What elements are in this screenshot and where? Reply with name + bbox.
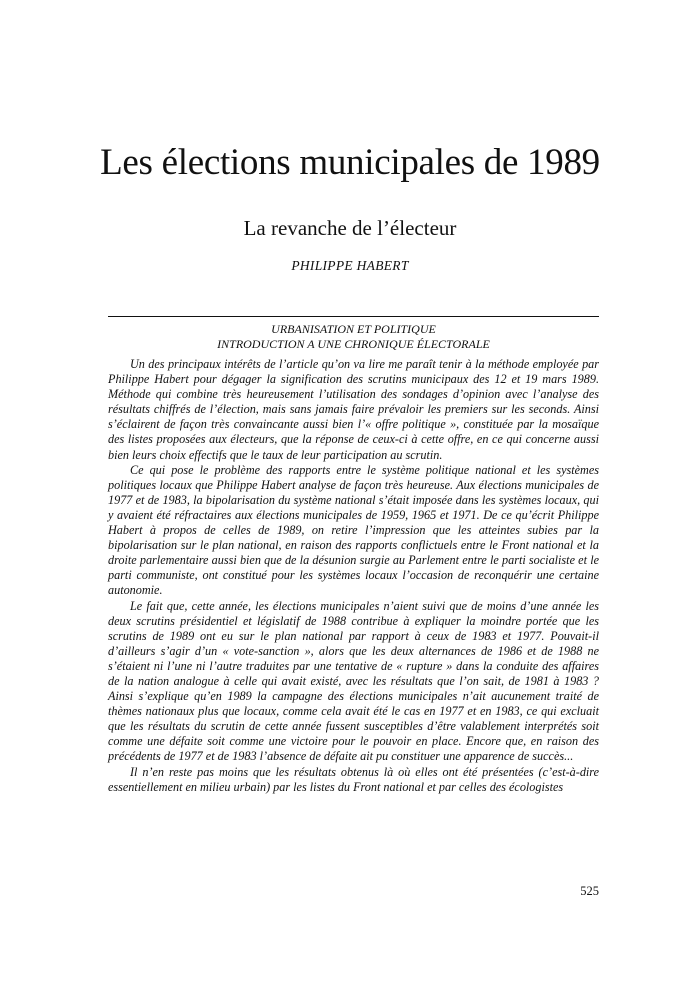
section-divider: [108, 316, 599, 317]
article-body: [108, 357, 599, 795]
body-paragraph-4: Il n’en reste pas moins que les résultats obtenus là où elles ont été présentées (c’est-à-dire essentiellement en milieu urbain) par les listes du Front national et par celles des écologistes: [108, 764, 599, 794]
body-paragraph-1: Un des principaux intérêts de l’article qu’on va lire me paraît tenir à la méthode employée par Philippe Habert pour dégager la signification des scrutins municipaux des 12 et 19 mars 1989. Méthode qui combine très heureusement l’utilisation des sondages d’opinion avec l’analyse des résultats chiffrés de l’élection, mais sans jamais faire prévaloir les premiers sur les seconds. Ainsi s’éclairent de façon très convaincante aussi bien l’« offre politique », constituée par la mosaïque des listes proposées aux électeurs, que la réponse de ceux-ci à cette offre, en ce qui concerne aussi bien leurs choix effectifs que le taux de leur participation au scrutin.: [108, 357, 599, 462]
page-number: 525: [580, 884, 599, 898]
body-paragraph-2: Ce qui pose le problème des rapports entre le système politique national et les systèmes politiques locaux que Philippe Habert analyse de façon très heureuse. Aux élections municipales de 1977 et de 1983, la bipolarisation du système national s’était imposée dans les systèmes locaux, qui y avaient été réfractaires aux élections municipales de 1959, 1965 et 1971. De ce qu’écrit Philippe Habert à propos de celles de 1989, on retire l’impression que les atteintes subies par la bipolarisation sur le plan national, en raison des rapports conflictuels entre le Front national et la droite parlementaire aussi bien que de la désunion surgie au Parlement entre le parti socialiste et le parti communiste, ont constitué pour les systèmes locaux l’occasion de reconquérir une certaine autonomie.: [108, 462, 599, 598]
section-heading: [108, 322, 599, 352]
article-subtitle: La revanche de l’électeur: [243, 216, 457, 240]
body-paragraph-3: Le fait que, cette année, les élections municipales n’aient suivi que de moins d’une année les deux scrutins présidentiel et législatif de 1988 contribue à expliquer la moindre portée que les scrutins de 1989 ont eu sur le plan national par rapport à ceux de 1983 et 1977. Pouvait-il d’ailleurs s’agir d’un « vote-sanction », alors que les deux alternances de 1986 et de 1988 ne s’étaient ni l’une ni l’autre traduites par une tentative de « rupture » dans la conduite des affaires de la nation analogue à celle qui avait existé, avec les résultats que l’on sait, de 1981 à 1983 ? Ainsi s’explique qu’en 1989 la campagne des élections municipales n’ait aucunement traité de thèmes nationaux plus que locaux, comme cela avait été le cas en 1977 et en 1983, ce qui excluait que les résultats du scrutin de cette année fussent susceptibles d’être valablement interprétés soit comme une défaite soit comme une victoire pour le pouvoir en place. Encore que, en raison des précédents de 1977 et de 1983 l’absence de défaite ait pu constituer une apparence de succès...: [108, 598, 599, 764]
article-title: Les élections municipales de 1989: [100, 142, 600, 183]
section-heading-line-2: INTRODUCTION A UNE CHRONIQUE ÉLECTORALE: [217, 337, 490, 351]
section-heading-line-1: URBANISATION ET POLITIQUE: [271, 322, 436, 336]
article-author: PHILIPPE HABERT: [291, 258, 409, 273]
